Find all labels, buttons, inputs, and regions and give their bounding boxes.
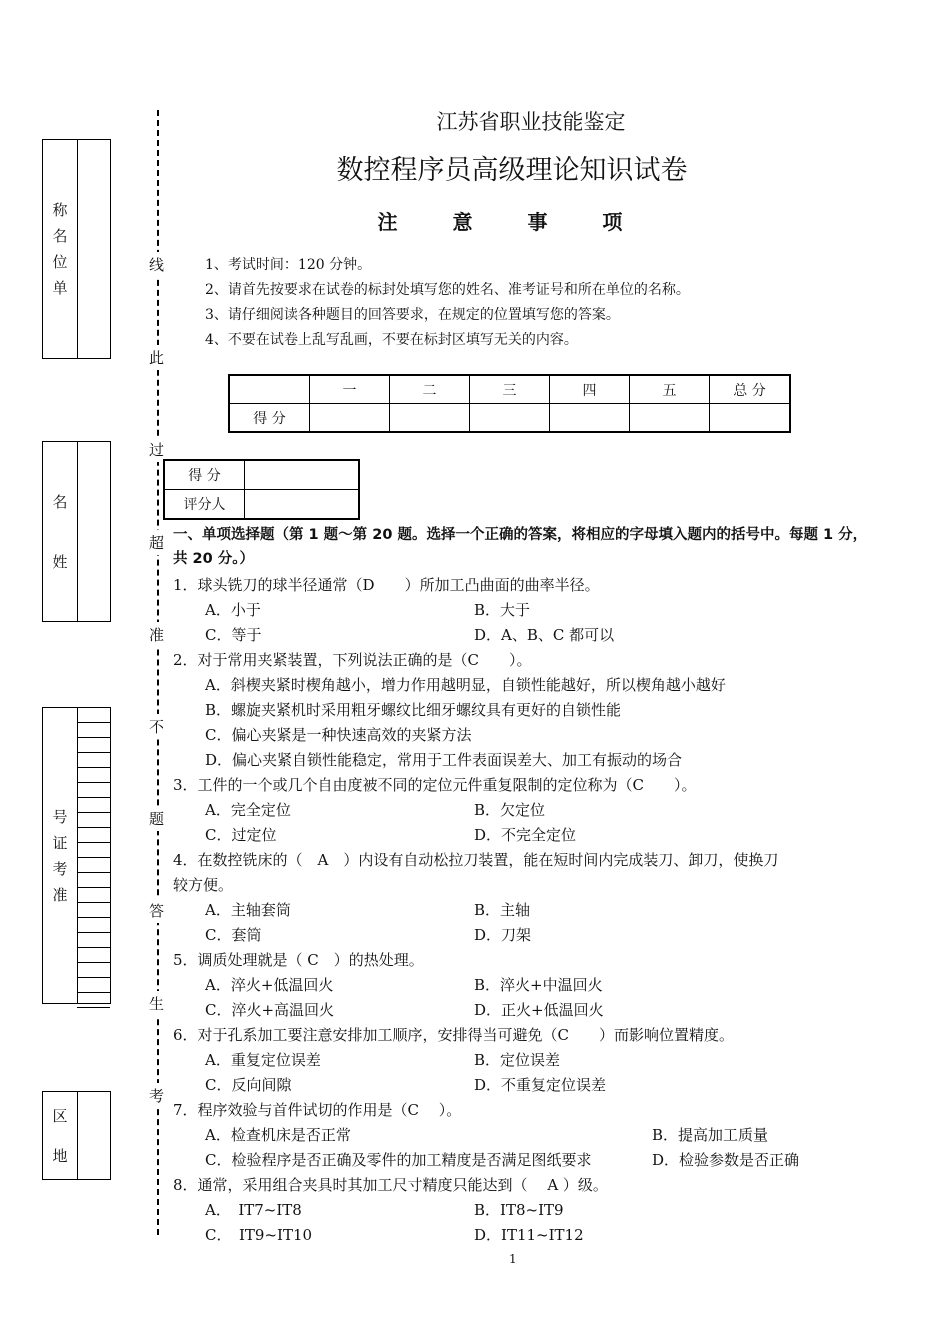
seal-char: 答 (149, 898, 164, 923)
score-table-score-row (229, 404, 790, 433)
seal-char: 不 (149, 714, 164, 739)
option: B．欠定位 (474, 801, 546, 819)
score-input-cell[interactable] (470, 404, 550, 433)
grader-row-label: 评分人 (164, 490, 245, 520)
grader-table (163, 459, 360, 520)
score-header-cell: 二 (390, 375, 470, 404)
seal-char: 过 (149, 437, 164, 462)
notice-heading: 注 意 事 项 (377, 210, 647, 234)
score-header-cell: 总 分 (710, 375, 791, 404)
option: C． IT9~IT10 (205, 1226, 313, 1244)
grader-input-cell[interactable] (245, 460, 360, 490)
score-input-cell[interactable] (310, 404, 390, 433)
option: B．定位误差 (474, 1051, 561, 1069)
question-stem: 2．对于常用夹紧装置，下列说法正确的是（C ）。 (173, 651, 532, 669)
question-stem: 3．工件的一个或几个自由度被不同的定位元件重复限制的定位称为（C ）。 (173, 776, 697, 794)
seal-label-unit: 称 名 位 单 (43, 140, 78, 358)
question-stem: 6．对于孔系加工要注意安排加工顺序，安排得当可避免（C ）而影响位置精度。 (173, 1026, 735, 1044)
score-header-cell: 五 (630, 375, 710, 404)
option: C．检验程序是否正确及零件的加工精度是否满足图纸要求 (205, 1151, 592, 1169)
option: B．IT8~IT9 (474, 1201, 564, 1219)
option: C．过定位 (205, 826, 277, 844)
seal-box-region (42, 1091, 111, 1180)
option: D．正火+低温回火 (474, 1001, 604, 1019)
question-stem: 8．通常，采用组合夹具时其加工尺寸精度只能达到（ A ）级。 (173, 1176, 608, 1194)
option: B．淬火+中温回火 (474, 976, 603, 994)
option: C．淬火+高温回火 (205, 1001, 335, 1019)
seal-label-region: 区 地 (43, 1092, 78, 1179)
option: D．不重复定位误差 (474, 1076, 607, 1094)
option: B．螺旋夹紧机时采用粗牙螺纹比细牙螺纹具有更好的自锁性能 (205, 701, 622, 719)
option: B．大于 (474, 601, 531, 619)
score-input-cell[interactable] (550, 404, 630, 433)
notice-item: 4、不要在试卷上乱写乱画，不要在标封区填写无关的内容。 (205, 332, 578, 348)
option: C．偏心夹紧是一种快速高效的夹紧方法 (205, 726, 472, 744)
exam-id-digit-cells[interactable] (77, 708, 110, 1003)
section-heading: 一、单项选择题（第 1 题～第 20 题。选择一个正确的答案，将相应的字母填入题内的括号中。每题 1 分，共 20 分。） (173, 527, 868, 567)
seal-label-exam-id: 号 证 考 准 (43, 708, 78, 1003)
option: B．提高加工质量 (652, 1126, 769, 1144)
exam-authority-title: 江苏省职业技能鉴定 (436, 110, 626, 134)
score-header-cell: 三 (470, 375, 550, 404)
option: A．小于 (205, 601, 261, 619)
seal-char: 生 (149, 991, 164, 1016)
option: D．不完全定位 (474, 826, 577, 844)
option: D．检验参数是否正确 (652, 1151, 800, 1169)
notice-item: 2、请首先按要求在试卷的标封处填写您的姓名、准考证号和所在单位的名称。 (205, 282, 690, 298)
notice-item: 1、考试时间：120 分钟。 (205, 257, 372, 273)
grader-row-label: 得 分 (164, 460, 245, 490)
seal-char: 准 (149, 622, 164, 647)
option: D．偏心夹紧自锁性能稳定，常用于工件表面误差大、加工有振动的场合 (205, 751, 683, 769)
question-stem: 4．在数控铣床的（ A ）内设有自动松拉刀装置，能在短时间内完成装刀、卸刀，使换刀 (173, 851, 779, 869)
option: D．IT11~IT12 (474, 1226, 584, 1244)
seal-dashed-line (157, 110, 159, 1235)
page-number: 1 (509, 1252, 517, 1266)
grader-input-cell[interactable] (245, 490, 360, 520)
seal-box-name (42, 441, 111, 622)
score-input-cell[interactable] (630, 404, 710, 433)
score-header-cell: 一 (310, 375, 390, 404)
option: B．主轴 (474, 901, 531, 919)
seal-label-name: 名 姓 (43, 442, 78, 621)
score-table (228, 374, 791, 433)
question-stem: 5．调质处理就是（ C ）的热处理。 (173, 951, 424, 969)
option: A．重复定位误差 (205, 1051, 321, 1069)
score-input-cell[interactable] (710, 404, 791, 433)
option: C．等于 (205, 626, 262, 644)
option: A．淬火+低温回火 (205, 976, 334, 994)
seal-char: 此 (149, 345, 164, 370)
option: A．斜楔夹紧时楔角越小，增力作用越明显，自锁性能越好，所以楔角越小越好 (205, 676, 726, 694)
seal-char: 题 (149, 806, 164, 831)
score-input-cell[interactable] (390, 404, 470, 433)
exam-paper-title: 数控程序员高级理论知识试卷 (336, 155, 688, 186)
seal-box-exam-id (42, 707, 111, 1004)
question-stem: 1．球头铣刀的球半径通常（D ）所加工凸曲面的曲率半径。 (173, 576, 600, 594)
score-header-cell: 四 (550, 375, 630, 404)
seal-char: 线 (149, 252, 164, 277)
option: D．A、B、C 都可以 (474, 626, 615, 644)
option: D．刀架 (474, 926, 532, 944)
seal-char: 超 (149, 530, 164, 555)
question-stem-continued: 较方便。 (173, 876, 234, 894)
question-stem: 7．程序效验与首件试切的作用是（C ）。 (173, 1101, 462, 1119)
seal-char: 考 (149, 1083, 164, 1108)
option: A．检查机床是否正常 (205, 1126, 351, 1144)
option: A．主轴套筒 (205, 901, 291, 919)
score-row-label: 得 分 (229, 404, 310, 433)
score-table-header-row (229, 375, 790, 404)
option: A． IT7~IT8 (205, 1201, 302, 1219)
option: C．反向间隙 (205, 1076, 292, 1094)
notice-item: 3、请仔细阅读各种题目的回答要求，在规定的位置填写您的答案。 (205, 307, 620, 323)
score-header-cell (229, 375, 310, 404)
option: A．完全定位 (205, 801, 291, 819)
option: C．套筒 (205, 926, 262, 944)
